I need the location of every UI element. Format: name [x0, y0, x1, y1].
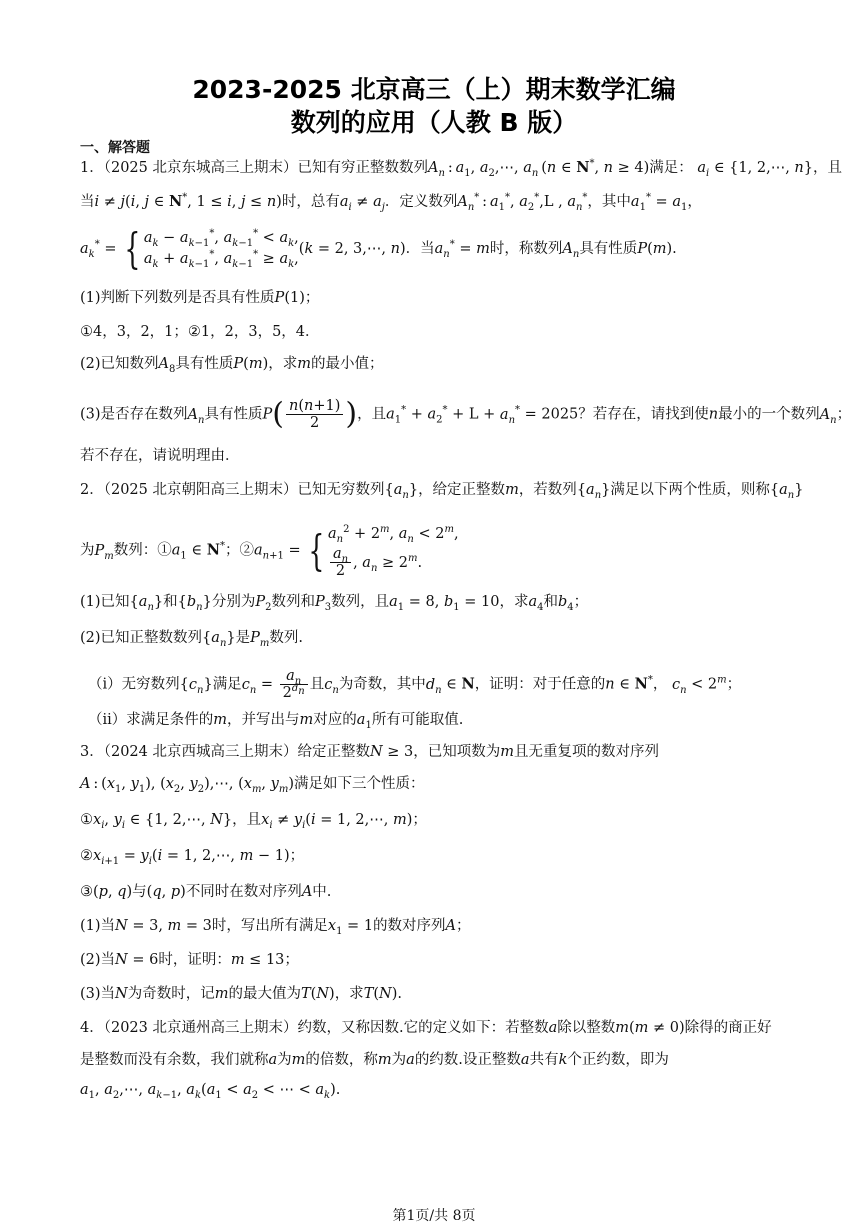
page-number: 第1页/共 8页 — [392, 1208, 476, 1224]
q4-line2: 是整数而没有余数，我们就称a为m的倍数，称m为a的约数.设正整数a共有k个正约数，即为 — [80, 1052, 669, 1068]
q4-divisors: $a_1$, $a_2,\cdots$, $a_{k-1}$, $a_k(a_1 < a_2$ < ⋯ < $a_k$). — [80, 1082, 341, 1101]
q2-part2: (2)已知正整数数列$\{a_n\}$是$P_m$数列. — [80, 630, 303, 649]
q2-intro: 2．（2025 北京朝阳高三上期末）已知无穷数列$\{a_n\}$，给定正整数m，若数列$\{a_n\}$满足以下两个性质，则称$\{a_n\}$ — [80, 482, 804, 501]
q3-sequence: A : ($x_1$, $y_1$), ($x_2$, $y_2),\cdots$, ($x_m$, $y_m$)满足如下三个性质： — [80, 776, 425, 795]
section-heading: 一、解答题 — [80, 140, 150, 156]
q2-sub-ii: （ii）求满足条件的m，并写出与m对应的$a_1$所有可能取值. — [88, 712, 464, 731]
q3-part1: (1)当N = 3, m = 3时，写出所有满足$x_1 = 1$的数对序列A； — [80, 918, 471, 937]
q3-part2: (2)当N = 6时，证明：m ≤ 13； — [80, 952, 299, 968]
q4-line1: 4．（2023 北京通州高三上期末）约数，又称因数.它的定义如下：若整数a除以整数m(m ≠ 0)除得的商正好 — [80, 1020, 772, 1036]
q3-property-3: ③(p, q)与(q, p)不同时在数对序列A中. — [80, 884, 332, 900]
q1-intro: 1．（2025 北京东城高三上期末）已知有穷正整数数列$A_n$ : $a_1$, $a_2,\cdots$, $a_n$ (n ∈ N*, n ≥ 4)满足： $a_i$ ∈ {1, 2,⋯, n}，且 — [80, 158, 842, 179]
q3-property-2: $②x_{i+1} = y_i(i = 1$, 2,⋯, m − 1)； — [80, 848, 305, 867]
q1-part2: (2)已知数列$A_8$具有性质P(m)，求m的最小值； — [80, 356, 384, 375]
q2-sub-i: （i）无穷数列$\{c_n\}$满足$c_n$ = $\frac{a_n}{2^{d_n}}$ 且$c_n$为奇数，其中$d_n$ ∈ N，证明：对于任意的n ∈ N*， $c_n < 2^m$； — [88, 668, 742, 701]
q1-part1-sequences: ①4，3，2，1；②1，2，3，5，4． — [80, 324, 320, 340]
q1-part3: (3)是否存在数列$A_n$具有性质P( $\frac{n(n+1)}{2}$ )，且$a_1^* + a_2^* + L + a_n^* = 2025$？若存在，请找到使n最小的一个数列$A_n$； — [80, 396, 852, 432]
q3-part3: (3)当N为奇数时，记m的最大值为T(N)，求T(N). — [80, 986, 402, 1002]
page-subtitle: 数列的应用（人教 B 版） — [290, 108, 578, 137]
q2-part1: (1)已知$\{a_n\}$和$\{b_n\}$分别为$P_2$数列和$P_3$数列，且$a_1 = 8$, $b_1 = 10$，求$a_4$和$b_4$； — [80, 594, 589, 613]
q3-intro: 3．（2024 北京西城高三上期末）给定正整数N ≥ 3，已知项数为m且无重复项的数对序列 — [80, 744, 660, 760]
page-title: 2023-2025 北京高三（上）期末数学汇编 — [192, 75, 676, 104]
q1-definition: $a_k^*$ = { $a_k - a_{k-1}^*$, $a_{k-1}^* < a_k$, $a_k + a_{k-1}^*$, $a_{k-1}^* \ge a_k,(k = 2$, 3,⋯, n)．当$a_n^* = m$时，称数列$A_n$具有性质P(m). — [80, 224, 677, 273]
q1-part3-tail: 若不存在，请说明理由． — [80, 448, 240, 464]
q3-property-1: $①x_i$, $y_i$ ∈ {1, 2,⋯, N}，且$x_i \ne y_i(i = 1$, 2,⋯, m)； — [80, 812, 427, 831]
q2-definition: 为$P_m$数列：$①a_1$ ∈ N*；$②a_{n+1}$ = { $a_n^2 + 2^m$, $a_n < 2^m$, $\frac{a_n}{2}$ , $a_n \ge 2^m$. — [80, 524, 459, 579]
q1-line2: 当i ≠ j(i, j ∈ N*, 1 ≤ i, j ≤ n)时，总有$a_i \ne a_j$．定义数列$A_n^*$ : $a_1^*$, $a_2^*,L$ , $a_n^*$，其中$a_1^* = a_1$， — [80, 192, 702, 213]
q1-part1: (1)判断下列数列是否具有性质P(1)； — [80, 290, 320, 306]
